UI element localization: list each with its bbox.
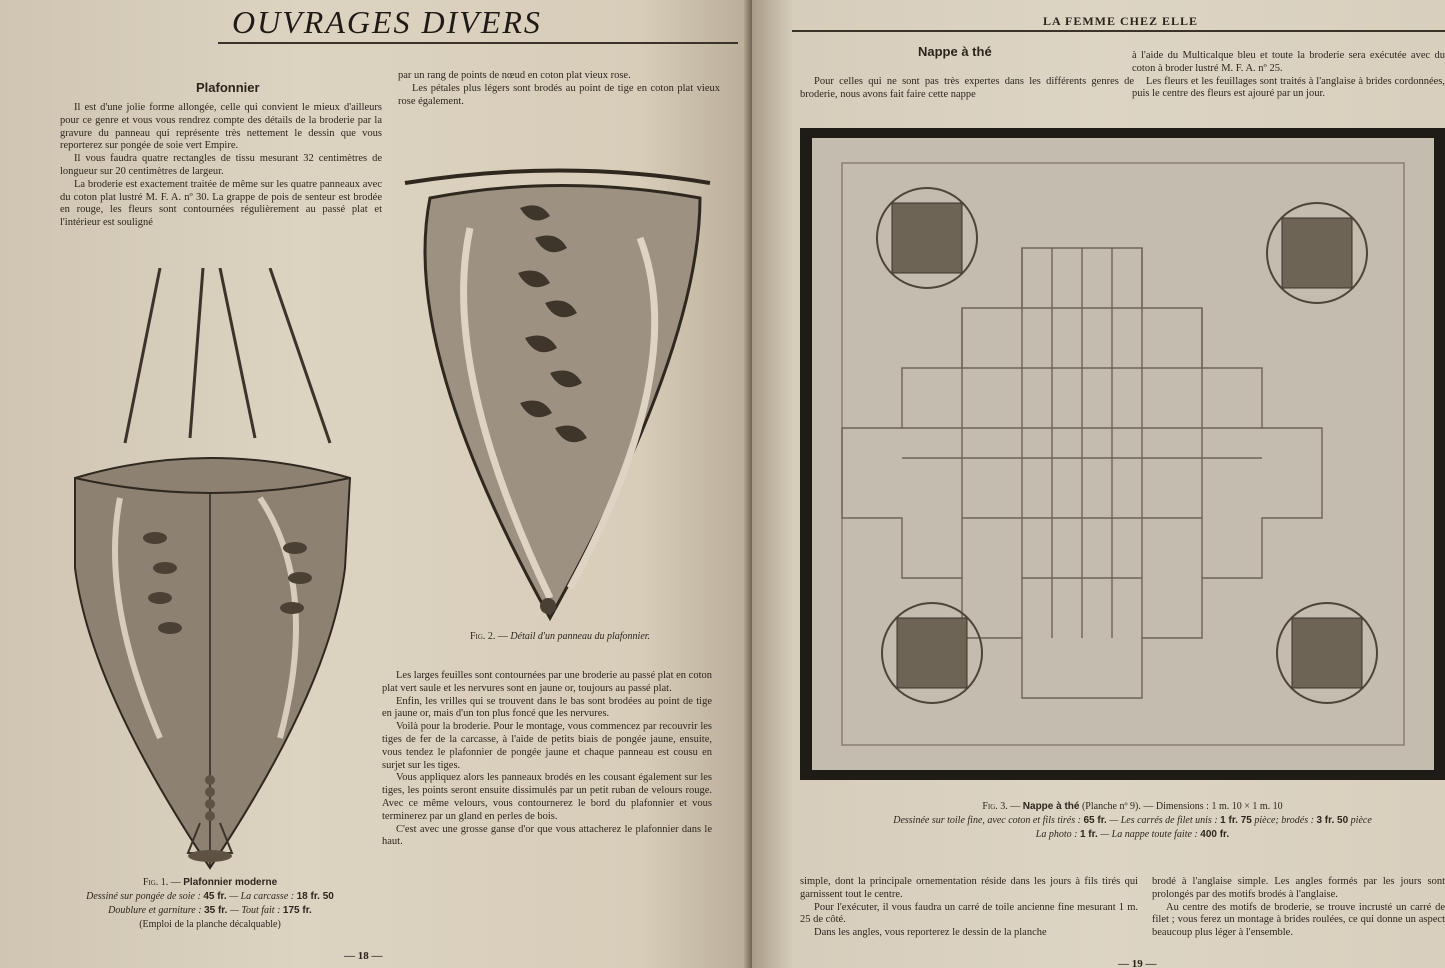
page-number: — 18 — xyxy=(344,950,383,962)
price: 18 fr. 50 xyxy=(296,891,334,902)
caption-text: — Tout fait : xyxy=(227,905,283,916)
paragraph: Il est d'une jolie forme allongée, celle qui convient le mieux d'ailleurs pour ce genre et vous vous rendrez compte des détails de la broderie par la gravure du panneau qui représente très nettement le dessin que vous reporterez sur pongée de soie vert Empire. xyxy=(60,102,382,152)
text-column-nappe-intro xyxy=(800,76,1134,102)
figure-3-caption xyxy=(820,800,1445,842)
tablecloth-photo xyxy=(812,138,1434,770)
price: 3 fr. 50 xyxy=(1316,815,1349,826)
caption-text: Dessiné sur pongée de soie : xyxy=(86,891,204,902)
caption-title: Plafonnier moderne xyxy=(183,877,278,888)
figure-2-caption xyxy=(440,630,680,644)
price: 35 fr. xyxy=(204,905,228,916)
header-rule xyxy=(792,30,1445,32)
paragraph: Vous appliquez alors les panneaux brodés en les cousant également sur les tiges, les points seront ensuite dissimulés par un petit ruban de velours rouge. Avec ce même velours, vous contournerez le bord du plafonnier et vous terminerez par un gland en perles de bois. xyxy=(382,772,712,822)
price: 1 fr. 75 xyxy=(1220,815,1252,826)
paragraph: Les larges feuilles sont contournées par une broderie au passé plat en coton plat vert saule et les nervures sont en jaune or, toujours au passé plat. xyxy=(382,670,712,694)
section-heading-plafonnier: Plafonnier xyxy=(196,80,260,95)
price: 1 fr. xyxy=(1079,829,1098,840)
caption-text: pièce xyxy=(1348,815,1372,826)
figure-label: Fig. 2. — xyxy=(469,631,511,642)
caption-text: — Les carrés de filet unis : xyxy=(1106,815,1221,826)
price: 175 fr. xyxy=(282,905,312,916)
title-rule xyxy=(218,42,738,44)
tablecloth-photo-frame xyxy=(800,128,1445,780)
running-head: LA FEMME CHEZ ELLE xyxy=(1043,14,1199,28)
caption-note: (Emploi de la planche décalquable) xyxy=(139,919,281,930)
text-column-plafonnier-intro xyxy=(60,102,382,230)
caption-text: — La carcasse : xyxy=(226,891,297,902)
figure-1-caption xyxy=(40,876,380,932)
caption-text: La photo : xyxy=(1035,829,1080,840)
text-column-nappe-bottom-left xyxy=(800,876,1138,940)
paragraph: Les pétales plus légers sont brodés au point de tige en coton plat vieux rose également. xyxy=(398,82,720,107)
page-title: OUVRAGES DIVERS xyxy=(232,4,542,40)
dimensions: 1 m. 10 × 1 m. 10 xyxy=(1211,801,1283,812)
page-number: — 19 — xyxy=(1118,958,1157,968)
paragraph: Pour l'exécuter, il vous faudra un carré de toile ancienne fine mesurant 1 m. 25 de côté. xyxy=(800,901,1138,926)
caption-text: Dessinée sur toile fine, avec coton et fils tirés : xyxy=(893,815,1084,826)
caption-text: pièce; brodés : xyxy=(1251,815,1317,826)
paragraph: Il vous faudra quatre rectangles de tissu mesurant 32 centimètres de longueur sur 20 centimètres de largeur. xyxy=(60,153,382,177)
text-column-nappe-intro-continued xyxy=(1132,50,1445,101)
caption-text: Doublure et garniture : xyxy=(108,905,205,916)
paragraph: brodé à l'anglaise simple. Les angles formés par les jours sont prolongés par des motifs brodés à l'anglaise. xyxy=(1152,876,1445,900)
paragraph: Voilà pour la broderie. Pour le montage, vous commencez par recouvrir les tiges de fer de la carcasse, à l'aide de petits biais de pongée jaune, ensuite, vous tendez le plafonnier de pongée jaune et chaque panneau est cousu en surjet sur les tiges. xyxy=(382,721,712,771)
caption-text: — La nappe toute faite : xyxy=(1097,829,1201,840)
lamp-panel-detail-illustration xyxy=(400,128,720,623)
paragraph: Pour celles qui ne sont pas très expertes dans les différents genres de broderie, nous avons fait faire cette nappe xyxy=(800,76,1134,100)
paragraph: La broderie est exactement traitée de même sur les quatre panneaux avec du coton plat lustré M. F. A. nº 30. La grappe de pois de senteur est brodée en rouge, les fleurs sont contournées régulièrement au passé plat et l'intérieur est souligné xyxy=(60,178,382,229)
text-column-plafonnier-assembly xyxy=(382,670,712,849)
price: 65 fr. xyxy=(1083,815,1107,826)
caption-text: (Planche nº 9). — Dimensions : xyxy=(1079,801,1212,812)
section-heading-nappe: Nappe à thé xyxy=(918,44,992,59)
figure-label: Fig. 1. — xyxy=(142,877,184,888)
paragraph: Enfin, les vrilles qui se trouvent dans le bas sont brodées au point de tige en jaune or, mais d'un ton plus foncé que les nervures. xyxy=(382,695,712,720)
paragraph: simple, dont la principale ornementation réside dans les jours à fils tirés qui garnissent tout le centre. xyxy=(800,876,1138,900)
text-column-plafonnier-continued xyxy=(398,70,720,108)
tablecloth-pattern-illustration xyxy=(812,138,1434,770)
paragraph: Les fleurs et les feuillages sont traités à l'anglaise à brides cordonnées, puis le centre des fleurs est ajouré par un jour. xyxy=(1132,75,1445,100)
hanging-lamp-illustration xyxy=(60,268,360,878)
paragraph: à l'aide du Multicalque bleu et toute la broderie sera exécutée avec du coton à broder lustré M. F. A. nº 25. xyxy=(1132,50,1445,74)
price: 400 fr. xyxy=(1200,829,1230,840)
caption-text: Détail d'un panneau du plafonnier. xyxy=(510,631,651,642)
figure-label: Fig. 3. — xyxy=(982,801,1023,812)
price: 45 fr. xyxy=(203,891,227,902)
text-column-nappe-bottom-right xyxy=(1152,876,1445,940)
paragraph: Dans les angles, vous reporterez le dessin de la planche xyxy=(814,927,1047,939)
paragraph: C'est avec une grosse ganse d'or que vous attacherez le plafonnier dans le haut. xyxy=(382,823,712,848)
caption-title: Nappe à thé xyxy=(1022,801,1080,812)
paragraph: par un rang de points de nœud en coton plat vieux rose. xyxy=(398,70,631,81)
paragraph: Au centre des motifs de broderie, se trouve incrusté un carré de filet ; vous ferez un montage à brides roulées, ce qui donne un aspect beaucoup plus léger à l'ensemble. xyxy=(1152,901,1445,939)
